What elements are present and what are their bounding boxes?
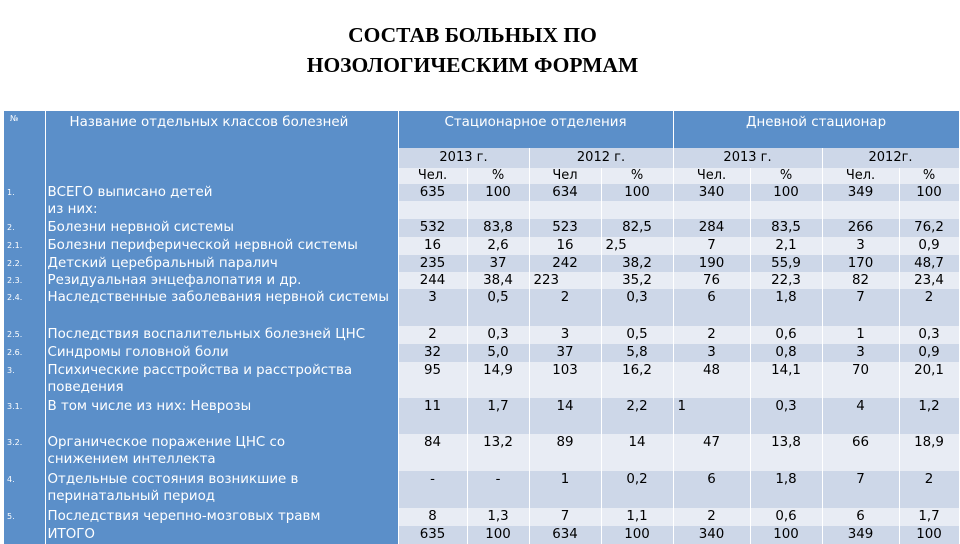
- value-cell: 523: [529, 219, 601, 237]
- value-cell: 1,7: [899, 508, 959, 526]
- value-cell: 340: [673, 526, 750, 544]
- row-name: ВСЕГО выписано детей: [45, 184, 398, 201]
- unit-cell: %: [899, 168, 959, 184]
- value-cell: 5,0: [467, 344, 529, 362]
- table-row: [4, 219, 959, 237]
- value-cell: 76: [673, 272, 750, 289]
- value-cell: 38,4: [467, 272, 529, 289]
- value-cell: 244: [398, 272, 467, 289]
- value-cell: 13,2: [467, 434, 529, 471]
- value-cell: 7: [673, 237, 750, 255]
- table-row: [4, 471, 959, 508]
- value-cell: 340: [673, 184, 750, 201]
- value-cell: -: [398, 471, 467, 508]
- row-name: В том числе из них: Неврозы: [45, 398, 398, 434]
- value-cell: 0,3: [750, 398, 822, 434]
- value-cell: 635: [398, 184, 467, 201]
- value-cell: [398, 201, 467, 219]
- table-row: [4, 398, 959, 434]
- row-name: Наследственные заболевания нервной системы: [45, 289, 398, 326]
- row-number: 4.: [4, 471, 45, 508]
- value-cell: [822, 201, 899, 219]
- value-cell: 84: [398, 434, 467, 471]
- value-cell: 16: [398, 237, 467, 255]
- value-cell: [750, 201, 822, 219]
- value-cell: 100: [750, 184, 822, 201]
- value-cell: 0,9: [899, 237, 959, 255]
- value-cell: 48: [673, 362, 750, 398]
- row-number: 5.: [4, 508, 45, 526]
- table-row: [4, 434, 959, 471]
- value-cell: 2: [398, 326, 467, 344]
- value-cell: 5,8: [601, 344, 673, 362]
- row-name: ИТОГО: [45, 526, 398, 544]
- disease-table: [4, 111, 960, 544]
- value-cell: 8: [398, 508, 467, 526]
- table-row: [4, 362, 959, 398]
- value-cell: 0,3: [467, 326, 529, 344]
- row-name: из них:: [45, 201, 398, 219]
- value-cell: 2: [673, 326, 750, 344]
- unit-cell: %: [467, 168, 529, 184]
- header-inpatient: Стационарное отделения: [398, 111, 673, 148]
- value-cell: 13,8: [750, 434, 822, 471]
- table-row: [4, 326, 959, 344]
- value-cell: 7: [822, 289, 899, 326]
- value-cell: 23,4: [899, 272, 959, 289]
- value-cell: 2,2: [601, 398, 673, 434]
- row-name: Болезни периферической нервной системы: [45, 237, 398, 255]
- value-cell: 82,5: [601, 219, 673, 237]
- value-cell: 3: [529, 326, 601, 344]
- value-cell: 634: [529, 526, 601, 544]
- row-number: 2.5.: [4, 326, 45, 344]
- table-row-total: [4, 526, 959, 544]
- row-name: Синдромы головной боли: [45, 344, 398, 362]
- value-cell: 83,5: [750, 219, 822, 237]
- value-cell: 6: [822, 508, 899, 526]
- value-cell: 634: [529, 184, 601, 201]
- page-title: [0, 20, 945, 80]
- header-day-hospital: Дневной стационар: [673, 111, 959, 148]
- row-name: Психические расстройства и расстройства поведения: [45, 362, 398, 398]
- value-cell: 235: [398, 255, 467, 272]
- value-cell: 2,1: [750, 237, 822, 255]
- value-cell: 0,2: [601, 471, 673, 508]
- value-cell: 532: [398, 219, 467, 237]
- row-name: Отдельные состояния возникшие в перинатальный период: [45, 471, 398, 508]
- table-row: [4, 184, 959, 201]
- value-cell: 103: [529, 362, 601, 398]
- table-row: [4, 272, 959, 289]
- value-cell: 1,8: [750, 471, 822, 508]
- value-cell: 32: [398, 344, 467, 362]
- value-cell: 4: [822, 398, 899, 434]
- row-name: Последствия черепно-мозговых травм: [45, 508, 398, 526]
- value-cell: 6: [673, 471, 750, 508]
- value-cell: 170: [822, 255, 899, 272]
- value-cell: 0,5: [467, 289, 529, 326]
- value-cell: 38,2: [601, 255, 673, 272]
- row-name: Резидуальная энцефалопатия и др.: [45, 272, 398, 289]
- value-cell: 55,9: [750, 255, 822, 272]
- value-cell: 2,5: [601, 237, 673, 255]
- title-line-1: СОСТАВ БОЛЬНЫХ ПО: [348, 23, 597, 47]
- value-cell: 76,2: [899, 219, 959, 237]
- row-number: 1.: [4, 184, 45, 201]
- value-cell: 2: [899, 289, 959, 326]
- value-cell: 3: [822, 237, 899, 255]
- row-number: 2.2.: [4, 255, 45, 272]
- year-cell: 2012 г.: [529, 148, 673, 168]
- unit-cell: Чел.: [673, 168, 750, 184]
- value-cell: 1,8: [750, 289, 822, 326]
- year-cell: 2013 г.: [398, 148, 529, 168]
- row-name: Болезни нервной системы: [45, 219, 398, 237]
- value-cell: 66: [822, 434, 899, 471]
- value-cell: 2: [899, 471, 959, 508]
- value-cell: [673, 201, 750, 219]
- value-cell: 0,6: [750, 326, 822, 344]
- value-cell: [899, 201, 959, 219]
- table-row: [4, 201, 959, 219]
- value-cell: [467, 201, 529, 219]
- value-cell: 1,1: [601, 508, 673, 526]
- table-header: [4, 111, 959, 148]
- header-num: №: [4, 111, 45, 184]
- row-number: 2.3.: [4, 272, 45, 289]
- row-number: 2.4.: [4, 289, 45, 326]
- row-number: 2.: [4, 219, 45, 237]
- value-cell: 1,3: [467, 508, 529, 526]
- value-cell: 100: [467, 184, 529, 201]
- row-name: Последствия воспалительных болезней ЦНС: [45, 326, 398, 344]
- table-row: [4, 344, 959, 362]
- value-cell: 223: [529, 272, 601, 289]
- value-cell: 11: [398, 398, 467, 434]
- value-cell: 47: [673, 434, 750, 471]
- table-row: [4, 237, 959, 255]
- value-cell: 14: [601, 434, 673, 471]
- value-cell: 2,6: [467, 237, 529, 255]
- value-cell: 100: [467, 526, 529, 544]
- value-cell: 0,3: [601, 289, 673, 326]
- row-number: [4, 526, 45, 544]
- value-cell: 37: [467, 255, 529, 272]
- value-cell: 16: [529, 237, 601, 255]
- value-cell: 1,2: [899, 398, 959, 434]
- unit-cell: Чел.: [822, 168, 899, 184]
- value-cell: 1: [529, 471, 601, 508]
- value-cell: 83,8: [467, 219, 529, 237]
- value-cell: 100: [899, 526, 959, 544]
- value-cell: 3: [398, 289, 467, 326]
- value-cell: 349: [822, 526, 899, 544]
- row-name: Органическое поражение ЦНС со снижением интеллекта: [45, 434, 398, 471]
- value-cell: 635: [398, 526, 467, 544]
- unit-cell: Чел.: [398, 168, 467, 184]
- value-cell: 0,9: [899, 344, 959, 362]
- value-cell: 70: [822, 362, 899, 398]
- row-number: 3.: [4, 362, 45, 398]
- row-number: 3.2.: [4, 434, 45, 471]
- table-row: [4, 508, 959, 526]
- value-cell: 2: [529, 289, 601, 326]
- row-number: 2.1.: [4, 237, 45, 255]
- value-cell: 1,7: [467, 398, 529, 434]
- value-cell: 100: [601, 526, 673, 544]
- header-name: Название отдельных классов болезней: [45, 111, 398, 184]
- value-cell: 1: [673, 398, 750, 434]
- value-cell: [601, 201, 673, 219]
- value-cell: 16,2: [601, 362, 673, 398]
- value-cell: 0,5: [601, 326, 673, 344]
- title-line-2: НОЗОЛОГИЧЕСКИМ ФОРМАМ: [306, 53, 639, 77]
- value-cell: 82: [822, 272, 899, 289]
- value-cell: 14: [529, 398, 601, 434]
- value-cell: 1: [822, 326, 899, 344]
- year-cell: 2013 г.: [673, 148, 822, 168]
- value-cell: 242: [529, 255, 601, 272]
- value-cell: 7: [529, 508, 601, 526]
- unit-cell: Чел: [529, 168, 601, 184]
- value-cell: 22,3: [750, 272, 822, 289]
- year-cell: 2012г.: [822, 148, 959, 168]
- value-cell: 349: [822, 184, 899, 201]
- value-cell: 89: [529, 434, 601, 471]
- value-cell: 100: [601, 184, 673, 201]
- value-cell: 48,7: [899, 255, 959, 272]
- value-cell: -: [467, 471, 529, 508]
- value-cell: 37: [529, 344, 601, 362]
- value-cell: 0,8: [750, 344, 822, 362]
- value-cell: 3: [673, 344, 750, 362]
- value-cell: [529, 201, 601, 219]
- row-number: 2.6.: [4, 344, 45, 362]
- value-cell: 100: [750, 526, 822, 544]
- table-row: [4, 289, 959, 326]
- value-cell: 2: [673, 508, 750, 526]
- unit-cell: %: [601, 168, 673, 184]
- value-cell: 6: [673, 289, 750, 326]
- value-cell: 284: [673, 219, 750, 237]
- value-cell: 0,3: [899, 326, 959, 344]
- value-cell: 35,2: [601, 272, 673, 289]
- value-cell: 3: [822, 344, 899, 362]
- row-name: Детский церебральный паралич: [45, 255, 398, 272]
- unit-cell: %: [750, 168, 822, 184]
- row-number: [4, 201, 45, 219]
- value-cell: 14,9: [467, 362, 529, 398]
- value-cell: 18,9: [899, 434, 959, 471]
- value-cell: 7: [822, 471, 899, 508]
- row-number: 3.1.: [4, 398, 45, 434]
- value-cell: 190: [673, 255, 750, 272]
- value-cell: 20,1: [899, 362, 959, 398]
- value-cell: 266: [822, 219, 899, 237]
- value-cell: 14,1: [750, 362, 822, 398]
- table-row: [4, 255, 959, 272]
- value-cell: 0,6: [750, 508, 822, 526]
- value-cell: 100: [899, 184, 959, 201]
- value-cell: 95: [398, 362, 467, 398]
